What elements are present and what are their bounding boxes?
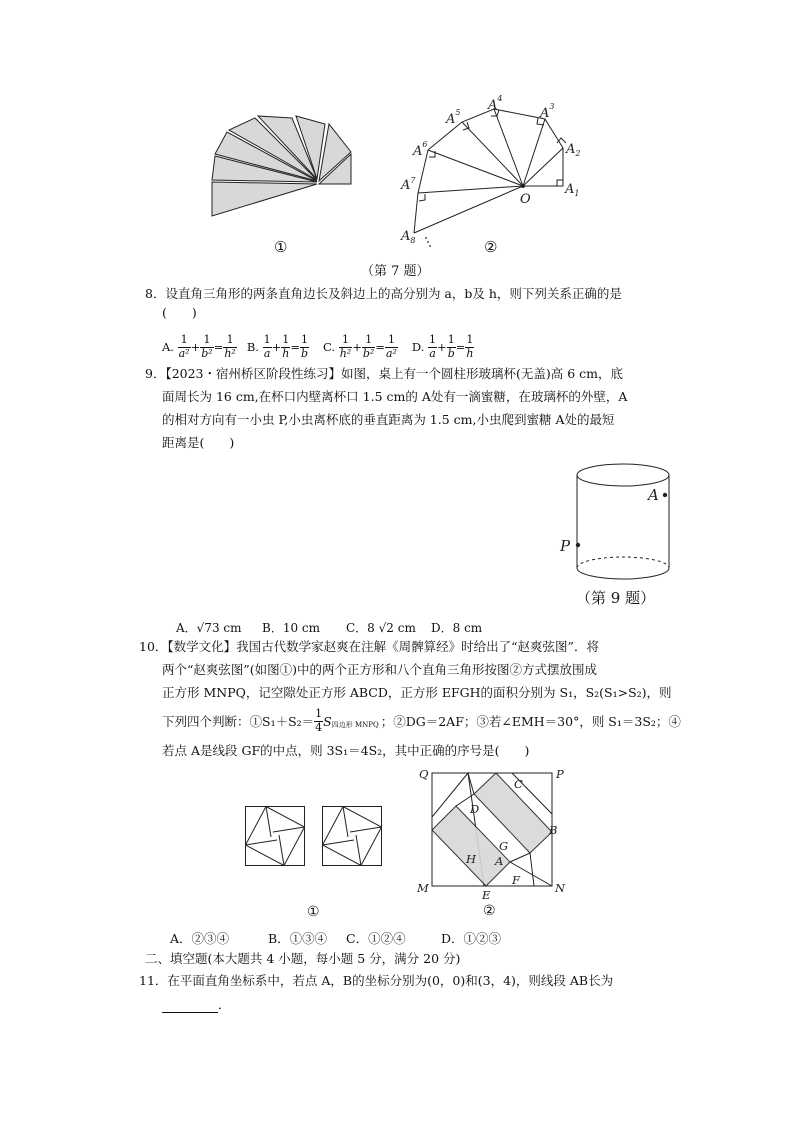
q10-line3: 正方形 MNPQ，记空隙处正方形 ABCD，正方形 EFGH的面积分别为 S₁，S₂(S₁>S₂)，则 xyxy=(162,685,672,700)
q9-option-b[interactable]: B．10 cm xyxy=(262,621,321,635)
q7-label-a5: $A^5$ xyxy=(446,108,461,127)
section-2-title: 二、填空题(本大题共 4 小题，每小题 5 分，满分 20 分) xyxy=(145,951,461,966)
q9-caption: （第 9 题） xyxy=(576,589,656,607)
q9-cylinder-figure xyxy=(555,458,675,588)
q10-line5: 若点 A是线段 GF的中点，则 3S₁＝4S₂，其中正确的序号是( ) xyxy=(162,743,530,758)
q10-point-h: H xyxy=(466,852,477,866)
q8-text: 8．设直角三角形的两条直角边长及斜边上的高分别为 a，b及 h，则下列关系正确的是 xyxy=(145,286,622,301)
q8-paren: ( ) xyxy=(162,305,197,320)
q7-label-a8: $A_8$ xyxy=(401,229,416,245)
q10-line4: 下列四个判断：①S₁＋S₂＝ $\frac{1}{4}$ S 四边形 MNPQ ；②DG＝2AF；③若∠EMH＝30°，则 S₁＝3S₂；④ xyxy=(162,707,681,734)
q9-option-d[interactable]: D．8 cm xyxy=(431,621,483,635)
q9-option-a[interactable]: A．√73 cm xyxy=(176,621,242,635)
q10-fig1-label: ① xyxy=(307,904,320,920)
q7-label-a4: $A^4$ xyxy=(488,95,503,113)
q10-point-g: G xyxy=(499,839,509,853)
q7-label-a3: $A^3$ xyxy=(540,102,555,121)
q10-point-a: A xyxy=(495,854,504,868)
q8-option-a[interactable]: A. $\frac{1}{\text{a²}}$ + $\frac{1}{\text{b²}}$ = $\frac{1}{\text{h²}}$ xyxy=(162,332,236,360)
q10-zhaoshuang-figure-1a xyxy=(245,806,305,866)
q10-figure-2 xyxy=(412,766,572,901)
q10-point-c: C xyxy=(514,777,523,791)
q10-line2: 两个“赵爽弦图”(如图①)中的两个正方形和八个直角三角形按图②方式摆放围成 xyxy=(162,662,598,677)
q10-point-q: Q xyxy=(419,767,429,781)
q10-zhaoshuang-figure-1b xyxy=(322,806,382,866)
q9-label-a: A xyxy=(648,486,659,504)
q11-answer-blank[interactable] xyxy=(162,998,218,1013)
q10-point-m: M xyxy=(417,881,429,895)
q10-point-e: E xyxy=(482,888,491,901)
q10-point-b: B xyxy=(549,823,558,837)
q8-option-c[interactable]: C. $\frac{1}{\text{h²}}$ + $\frac{1}{\text{b²}}$ = $\frac{1}{\text{a²}}$ xyxy=(323,332,397,360)
q9-line4: 距离是( ) xyxy=(162,435,235,450)
q10-option-d[interactable]: D．①②③ xyxy=(441,931,502,946)
q7-label-a1: $A_1$ xyxy=(565,182,580,198)
q10-fig2-label: ② xyxy=(483,903,496,919)
q7-fig2-label: ② xyxy=(484,238,498,256)
q11-text: 11．在平面直角坐标系中，若点 A，B的坐标分别为(0，0)和(3，4)，则线段 AB长为 xyxy=(139,973,614,988)
q8-option-d[interactable]: D. $\frac{1}{a}$ + $\frac{1}{b}$ = $\frac{1}{h}$ xyxy=(411,332,474,360)
q10-point-n: N xyxy=(555,881,566,895)
q9-option-c[interactable]: C．8 √2 cm xyxy=(346,621,416,635)
q9-line2: 面周长为 16 cm,在杯口内壁离杯口 1.5 cm的 A处有一滴蜜糖，在玻璃杯的外壁，A xyxy=(162,389,628,404)
q8-option-b[interactable]: B. $\frac{1}{a}$ + $\frac{1}{h}$ = $\frac{1}{b}$ xyxy=(246,332,309,360)
q7-figure-1 xyxy=(205,110,360,222)
q7-label-a7: $A^7$ xyxy=(401,176,416,193)
q9-label-p: P xyxy=(560,537,571,555)
q9-line3: 的相对方向有一小虫 P,小虫离杯底的垂直距离为 1.5 cm,小虫爬到蜜糖 A处的最短 xyxy=(162,412,615,427)
q10-option-b[interactable]: B．①③④ xyxy=(268,931,328,946)
q10-point-f: F xyxy=(512,873,520,887)
q10-point-p: P xyxy=(556,767,564,781)
q10-option-a[interactable]: A．②③④ xyxy=(170,931,230,946)
q10-line1: 10．【数学文化】我国古代数学家赵爽在注解《周髀算经》时给出了“赵爽弦图”．将 xyxy=(139,639,599,654)
q7-label-o: O xyxy=(520,192,531,207)
q8-options xyxy=(162,330,474,364)
q7-caption: （第 7 题） xyxy=(361,264,430,279)
q7-fig1-label: ① xyxy=(274,238,288,256)
q10-option-c[interactable]: C．①②④ xyxy=(346,931,406,946)
q9-line1: 9．【2023・宿州桥区阶段性练习】如图，桌上有一个圆柱形玻璃杯(无盖)高 6 cm，底 xyxy=(145,366,624,381)
q11-answer-line: ． xyxy=(162,995,231,1013)
q7-label-a2: $A_2$ xyxy=(566,142,581,158)
q10-point-d: D xyxy=(470,802,480,816)
q7-figure-2 xyxy=(398,95,588,255)
q7-label-a6: $A^6$ xyxy=(413,140,428,159)
